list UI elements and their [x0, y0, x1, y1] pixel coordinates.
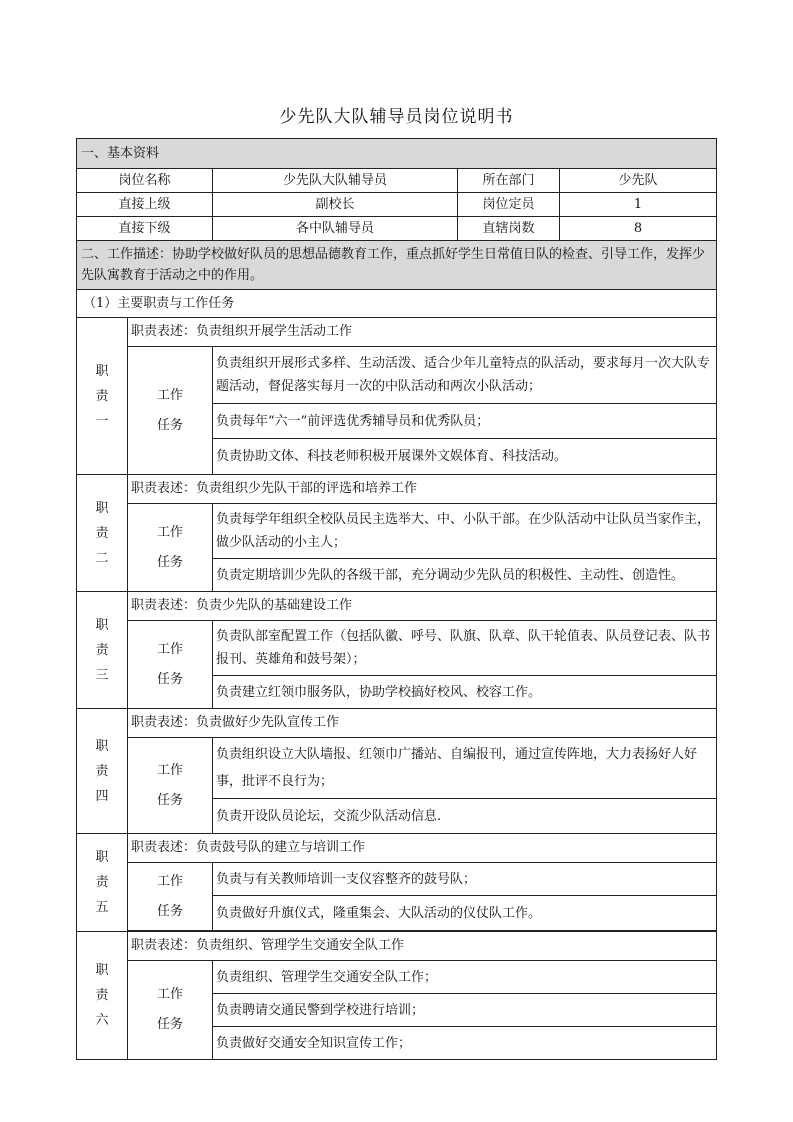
info-label: 所在部门: [458, 169, 560, 193]
duty-statement: 职责表述：负责做好少先队宣传工作: [128, 709, 717, 738]
task-item: 负责每年“六一”前评选优秀辅导员和优秀队员；: [213, 404, 717, 439]
duty-label: 职 责 二: [77, 475, 128, 592]
info-value: 8: [560, 217, 717, 241]
duty-statement-row: [77, 318, 717, 347]
work-task-label: 工作 任务: [128, 863, 213, 932]
duty-statement-row: [77, 475, 717, 504]
task-item: 负责每学年组织全校队员民主选举大、中、小队干部。在少队活动中让队员当家作主，做少队活动的小主人；: [213, 504, 717, 559]
section-work-description: [77, 241, 717, 290]
task-item: 负责协助文体、科技老师积极开展课外文娱体育、科技活动。: [213, 439, 717, 475]
info-value: 少先队大队辅导员: [213, 169, 458, 193]
subsection-heading: （1）主要职责与工作任务: [77, 290, 717, 318]
task-item: 负责组织设立大队墙报、红领巾广播站、自编报刊，通过宣传阵地，大力表扬好人好事，批评不良行为；: [213, 738, 717, 799]
task-row: [77, 347, 717, 404]
info-row: [77, 217, 717, 241]
duty-statement: 职责表述：负责鼓号队的建立与培训工作: [128, 834, 717, 863]
document-title: 少先队大队辅导员岗位说明书: [279, 107, 514, 127]
duty-statement: 职责表述：负责少先队的基础建设工作: [128, 592, 717, 621]
task-item: 负责开设队员论坛，交流少队活动信息.: [213, 799, 717, 834]
task-item: 负责聘请交通民警到学校进行培训；: [213, 994, 717, 1027]
info-value: 各中队辅导员: [213, 217, 458, 241]
duty-label: 职 责 四: [77, 709, 128, 834]
duty-label: 职 责 一: [77, 318, 128, 475]
task-item: 负责定期培训少先队的各级干部，充分调动少先队员的积极性、主动性、创造性。: [213, 559, 717, 592]
duty-statement-row: [77, 931, 717, 961]
info-label: 岗位名称: [77, 169, 213, 193]
section-basic-info: [77, 139, 717, 169]
task-item: 负责建立红领巾服务队，协助学校搞好校风、校容工作。: [213, 676, 717, 709]
work-task-label: 工作 任务: [128, 738, 213, 834]
info-label: 岗位定员: [458, 193, 560, 217]
duty-statement-row: [77, 592, 717, 621]
duty-label: 职 责 五: [77, 834, 128, 932]
task-item: 负责队部室配置工作（包括队徽、呼号、队旗、队章、队干轮值表、队员登记表、队书报刊、英雄角和鼓号架）；: [213, 621, 717, 676]
task-item: 负责做好交通安全知识宣传工作；: [213, 1027, 717, 1060]
section-heading: 一、基本资料: [77, 139, 717, 169]
subsection-row: [77, 290, 717, 318]
task-item: 负责组织开展形式多样、生动活泼、适合少年儿童特点的队活动，要求每月一次大队专题活动，督促落实每月一次的中队活动和两次小队活动；: [213, 347, 717, 404]
task-row: [77, 621, 717, 676]
duty-statement: 职责表述：负责组织少先队干部的评选和培养工作: [128, 475, 717, 504]
duty-statement: 职责表述：负责组织、管理学生交通安全队工作: [128, 931, 717, 961]
job-description-table: [76, 138, 717, 1060]
task-row: [77, 863, 717, 896]
task-item: 负责与有关教师培训一支仪容整齐的鼓号队；: [213, 863, 717, 896]
task-row: [77, 504, 717, 559]
work-task-label: 工作 任务: [128, 504, 213, 592]
info-value: 少先队: [560, 169, 717, 193]
duty-statement-row: [77, 709, 717, 738]
duty-label: 职 责 六: [77, 931, 128, 1060]
info-row: [77, 193, 717, 217]
duty-label: 职 责 三: [77, 592, 128, 709]
info-value: 1: [560, 193, 717, 217]
duty-statement-row: [77, 834, 717, 863]
work-task-label: 工作 任务: [128, 961, 213, 1060]
info-label: 直接下级: [77, 217, 213, 241]
work-task-label: 工作 任务: [128, 347, 213, 475]
work-description: 二、工作描述：协助学校做好队员的思想品德教育工作，重点抓好学生日常值日队的检查、引导工作，发挥少先队寓教育于活动之中的作用。: [77, 241, 717, 290]
info-value: 副校长: [213, 193, 458, 217]
task-row: [77, 961, 717, 994]
info-row: [77, 169, 717, 193]
task-item: 负责做好升旗仪式，隆重集会、大队活动的仪仗队工作。: [213, 896, 717, 932]
task-row: [77, 738, 717, 799]
info-label: 直辖岗数: [458, 217, 560, 241]
work-task-label: 工作 任务: [128, 621, 213, 709]
duty-statement: 职责表述：负责组织开展学生活动工作: [128, 318, 717, 347]
task-item: 负责组织、管理学生交通安全队工作；: [213, 961, 717, 994]
info-label: 直接上级: [77, 193, 213, 217]
